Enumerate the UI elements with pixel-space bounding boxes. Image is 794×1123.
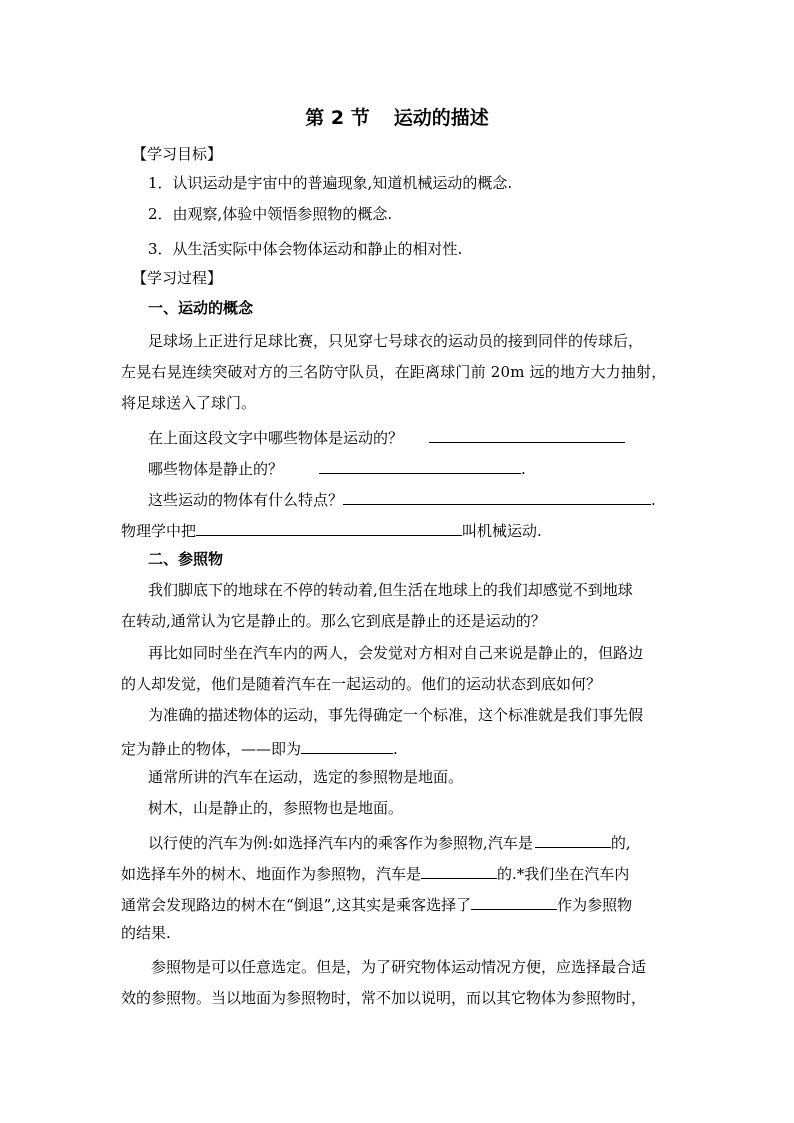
objectives-heading: 【学习目标】 bbox=[132, 145, 223, 163]
process-heading: 【学习过程】 bbox=[132, 269, 223, 287]
answer-blank[interactable] bbox=[196, 521, 462, 536]
question-text: 这些运动的物体有什么特点？ bbox=[148, 491, 344, 509]
answer-blank[interactable] bbox=[301, 739, 393, 754]
question-1 bbox=[148, 428, 625, 446]
paragraph-line bbox=[148, 833, 631, 851]
objective-item-2: 2．由观察,体验中领悟参照物的概念. bbox=[148, 205, 393, 223]
question-text: 在上面这段文字中哪些物体是运动的？ bbox=[148, 429, 404, 447]
paragraph-line: 的结果. bbox=[121, 924, 171, 942]
paragraph-line: 我们脚底下的地球在不停的转动着,但生活在地球上的我们却感觉不到地球 bbox=[148, 581, 633, 599]
paragraph-line bbox=[121, 739, 398, 757]
answer-blank[interactable] bbox=[535, 833, 611, 848]
paragraph-line: 效的参照物。当以地面为参照物时，常不加以说明，而以其它物体为参照物时， bbox=[121, 989, 647, 1007]
answer-blank[interactable] bbox=[421, 864, 497, 879]
paragraph-text: 如选择车外的树木、地面作为参照物，汽车是 bbox=[121, 865, 422, 883]
section-2-heading: 二、参照物 bbox=[148, 550, 224, 568]
paragraph-text: 定为静止的物体，——即为 bbox=[121, 740, 302, 758]
answer-blank[interactable] bbox=[319, 459, 521, 474]
objective-item-1: 1．认识运动是宇宙中的普遍现象,知道机械运动的概念. bbox=[148, 174, 513, 192]
section-title: 运动的描述 bbox=[393, 107, 489, 129]
question-text: 叫机械运动. bbox=[462, 522, 542, 540]
question-text: 哪些物体是静止的？ bbox=[148, 460, 284, 478]
objective-item-3: 3．从生活实际中体会物体运动和静止的相对性. bbox=[148, 240, 463, 258]
answer-blank[interactable] bbox=[429, 428, 625, 443]
paragraph-line: 的人却发觉，他们是随着汽车在一起运动的。他们的运动状态到底如何？ bbox=[121, 675, 602, 693]
paragraph-text: 的, bbox=[610, 834, 631, 852]
paragraph-line: 树木，山是静止的，参照物也是地面。 bbox=[148, 799, 404, 817]
paragraph-line bbox=[121, 864, 629, 882]
paragraph-line: 在转动,通常认为它是静止的。那么它到底是静止的还是运动的？ bbox=[121, 612, 546, 630]
question-4 bbox=[121, 521, 542, 539]
paragraph-line: 足球场上正进行足球比赛，只见穿七号球衣的运动员的接到同伴的传球后， bbox=[148, 332, 644, 350]
paragraph-text: 以行使的汽车为例:如选择汽车内的乘客作为参照物,汽车是 bbox=[148, 834, 533, 852]
paragraph-line bbox=[121, 895, 632, 913]
paragraph-line: 再比如同时坐在汽车内的两人，会发觉对方相对自己来说是静止的，但路边 bbox=[148, 644, 644, 662]
page-title bbox=[0, 109, 794, 128]
punctuation: . bbox=[651, 491, 656, 509]
paragraph-line: 左晃右晃连续突破对方的三名防守队员，在距离球门前 20m 远的地方大力抽射， bbox=[121, 363, 667, 381]
paragraph-text: 作为参照物 bbox=[557, 896, 633, 914]
answer-blank[interactable] bbox=[343, 490, 651, 505]
section-1-heading: 一、运动的概念 bbox=[148, 299, 254, 317]
answer-blank[interactable] bbox=[471, 895, 557, 910]
section-number: 第 2 节 bbox=[305, 107, 370, 129]
punctuation: . bbox=[521, 460, 526, 478]
question-3 bbox=[148, 490, 656, 508]
punctuation: . bbox=[393, 740, 398, 758]
question-2 bbox=[148, 459, 526, 477]
paragraph-line: 参照物是可以任意选定。但是，为了研究物体运动情况方便，应选择最合适 bbox=[151, 958, 647, 976]
paragraph-text: 通常会发现路边的树木在“倒退”,这其实是乘客选择了 bbox=[121, 896, 472, 914]
paragraph-line: 将足球送入了球门。 bbox=[121, 394, 257, 412]
paragraph-line: 为准确的描述物体的运动，事先得确定一个标准，这个标准就是我们事先假 bbox=[148, 706, 644, 724]
question-text: 物理学中把 bbox=[121, 522, 197, 540]
paragraph-text: 的.*我们坐在汽车内 bbox=[497, 865, 630, 883]
paragraph-line: 通常所讲的汽车在运动，选定的参照物是地面。 bbox=[148, 768, 464, 786]
